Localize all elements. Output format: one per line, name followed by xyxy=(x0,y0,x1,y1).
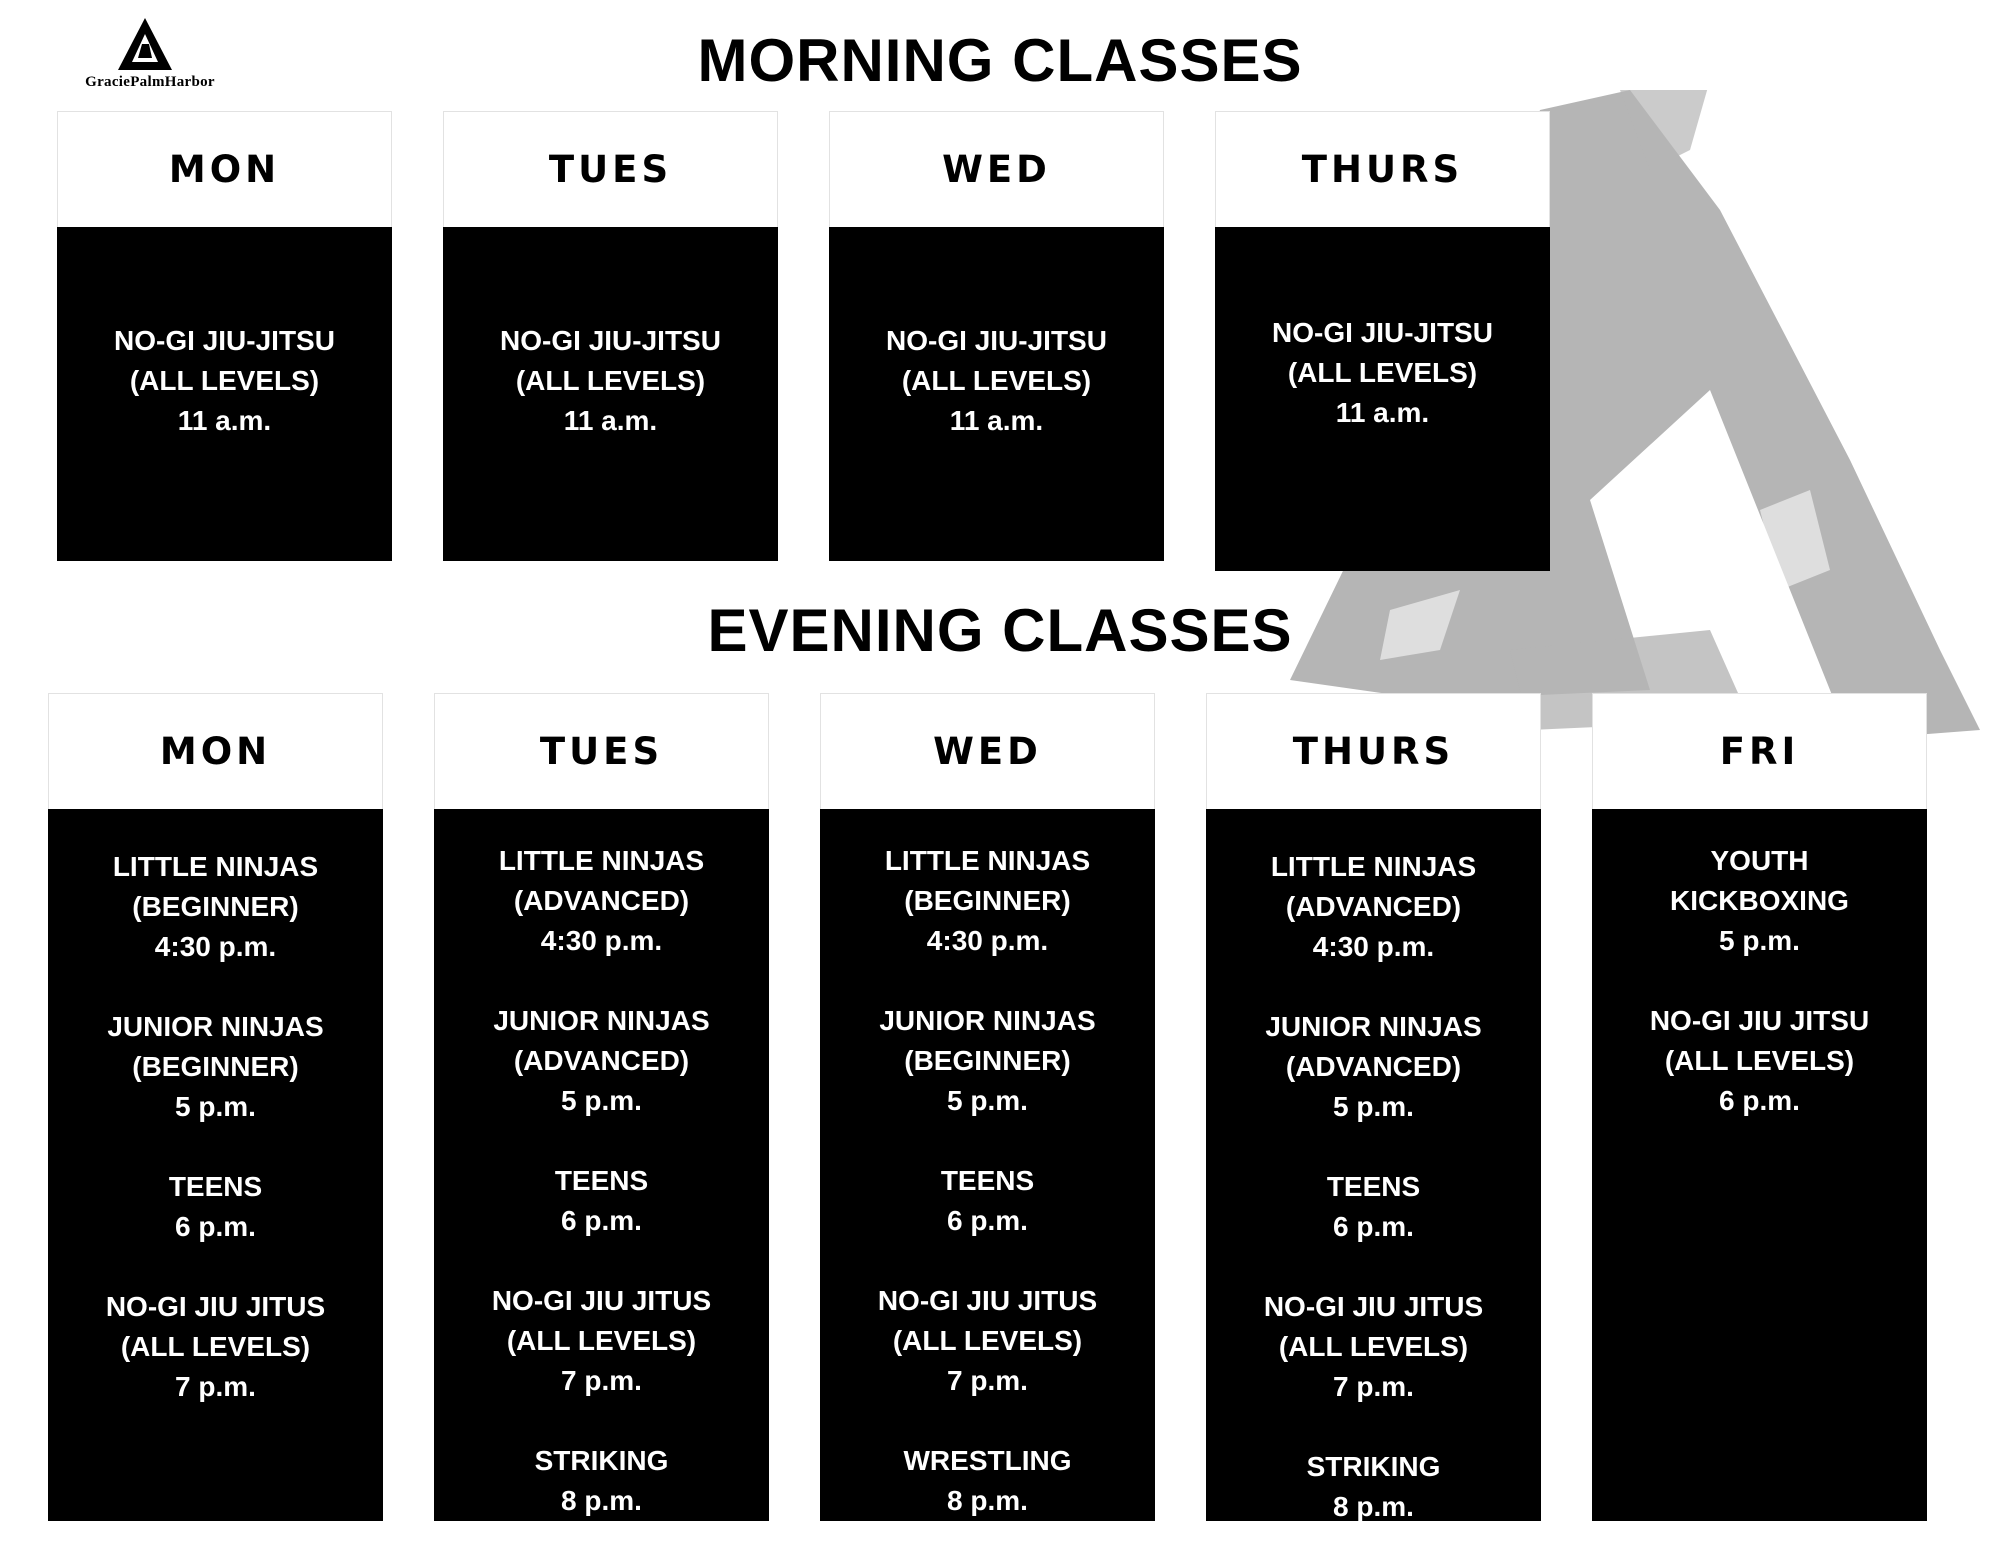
morning-day-header: WED xyxy=(829,111,1164,227)
class-time: 8 p.m. xyxy=(947,1485,1028,1516)
evening-card-mon xyxy=(48,693,383,1521)
class-name: NO-GI JIU-JITSU xyxy=(114,325,335,356)
class-entry xyxy=(443,321,778,441)
class-name: NO-GI JIU JITUS xyxy=(491,1285,712,1316)
class-time: 8 p.m. xyxy=(1333,1491,1414,1522)
morning-day-header: TUES xyxy=(443,111,778,227)
morning-card-thurs xyxy=(1215,111,1550,571)
class-entry xyxy=(820,1001,1155,1121)
class-name: KICKBOXING xyxy=(1670,885,1849,916)
class-time: 11 a.m. xyxy=(563,405,658,436)
morning-day-header: MON xyxy=(57,111,392,227)
class-time: 11 a.m. xyxy=(949,405,1044,436)
evening-day-header: THURS xyxy=(1206,693,1541,809)
class-time: 8 p.m. xyxy=(561,1485,642,1516)
morning-card-tues xyxy=(443,111,778,561)
class-level: (ALL LEVELS) xyxy=(129,365,320,396)
evening-card-tues xyxy=(434,693,769,1521)
class-name: JUNIOR NINJAS xyxy=(879,1005,1096,1036)
class-name: NO-GI JIU-JITSU xyxy=(886,325,1107,356)
class-time: 6 p.m. xyxy=(947,1205,1028,1236)
class-name: TEENS xyxy=(168,1171,263,1202)
class-level: (ALL LEVELS) xyxy=(515,365,706,396)
class-entry xyxy=(1215,313,1550,433)
class-level: (ADVANCED) xyxy=(513,1045,690,1076)
class-level: (ADVANCED) xyxy=(513,885,690,916)
class-name: STRIKING xyxy=(534,1445,669,1476)
morning-day-body xyxy=(443,227,778,561)
class-entry xyxy=(820,841,1155,961)
class-entry xyxy=(434,1001,769,1121)
evening-card-wed xyxy=(820,693,1155,1521)
class-entry xyxy=(1592,841,1927,961)
class-time: 4:30 p.m. xyxy=(926,925,1049,956)
class-entry xyxy=(1592,1001,1927,1121)
class-entry xyxy=(48,1287,383,1407)
class-time: 6 p.m. xyxy=(561,1205,642,1236)
class-name: NO-GI JIU JITSU xyxy=(1649,1005,1870,1036)
class-entry xyxy=(1206,847,1541,967)
class-entry xyxy=(48,1007,383,1127)
class-name: NO-GI JIU-JITSU xyxy=(1272,317,1493,348)
class-time: 5 p.m. xyxy=(1333,1091,1414,1122)
class-level: (BEGINNER) xyxy=(132,891,299,922)
class-entry xyxy=(434,1161,769,1241)
class-time: 5 p.m. xyxy=(947,1085,1028,1116)
class-name: TEENS xyxy=(1326,1171,1421,1202)
class-name: NO-GI JIU-JITSU xyxy=(500,325,721,356)
class-time: 5 p.m. xyxy=(1719,925,1800,956)
class-level: (ALL LEVELS) xyxy=(1664,1045,1855,1076)
class-level: (ALL LEVELS) xyxy=(1287,357,1478,388)
class-time: 4:30 p.m. xyxy=(154,931,277,962)
class-name: NO-GI JIU JITUS xyxy=(105,1291,326,1322)
evening-day-body xyxy=(1206,809,1541,1521)
evening-card-fri xyxy=(1592,693,1927,1521)
class-entry xyxy=(1206,1007,1541,1127)
class-level: (BEGINNER) xyxy=(904,885,1071,916)
class-name: JUNIOR NINJAS xyxy=(493,1005,710,1036)
morning-card-mon xyxy=(57,111,392,561)
class-name: NO-GI JIU JITUS xyxy=(1263,1291,1484,1322)
class-name: LITTLE NINJAS xyxy=(1270,851,1477,882)
class-level: (ALL LEVELS) xyxy=(892,1325,1083,1356)
class-name: JUNIOR NINJAS xyxy=(1265,1011,1482,1042)
class-time: 6 p.m. xyxy=(175,1211,256,1242)
class-time: 11 a.m. xyxy=(177,405,272,436)
class-level: (ALL LEVELS) xyxy=(506,1325,697,1356)
evening-classes-title: EVENING CLASSES xyxy=(707,597,1293,664)
class-name: TEENS xyxy=(554,1165,649,1196)
class-name: LITTLE NINJAS xyxy=(498,845,705,876)
class-name: LITTLE NINJAS xyxy=(112,851,319,882)
class-entry xyxy=(48,1167,383,1247)
morning-day-header: THURS xyxy=(1215,111,1550,227)
class-entry xyxy=(1206,1287,1541,1407)
class-time: 7 p.m. xyxy=(561,1365,642,1396)
class-level: (ALL LEVELS) xyxy=(120,1331,311,1362)
class-entry xyxy=(48,847,383,967)
morning-day-body xyxy=(57,227,392,561)
class-name: STRIKING xyxy=(1306,1451,1441,1482)
class-entry xyxy=(1206,1167,1541,1247)
class-level: (BEGINNER) xyxy=(904,1045,1071,1076)
evening-day-body xyxy=(820,809,1155,1521)
class-time: 11 a.m. xyxy=(1335,397,1430,428)
class-time: 7 p.m. xyxy=(175,1371,256,1402)
class-time: 4:30 p.m. xyxy=(540,925,663,956)
class-level: (ALL LEVELS) xyxy=(1278,1331,1469,1362)
morning-card-wed xyxy=(829,111,1164,561)
class-entry xyxy=(57,321,392,441)
class-entry xyxy=(820,1161,1155,1241)
morning-day-body xyxy=(1215,227,1550,571)
class-time: 5 p.m. xyxy=(561,1085,642,1116)
class-entry xyxy=(1206,1447,1541,1527)
evening-day-header: WED xyxy=(820,693,1155,809)
class-time: 6 p.m. xyxy=(1719,1085,1800,1116)
class-level: (ADVANCED) xyxy=(1285,891,1462,922)
evening-day-header: MON xyxy=(48,693,383,809)
class-name: JUNIOR NINJAS xyxy=(107,1011,324,1042)
class-time: 4:30 p.m. xyxy=(1312,931,1435,962)
class-entry xyxy=(820,1281,1155,1401)
class-level: (ALL LEVELS) xyxy=(901,365,1092,396)
class-time: 7 p.m. xyxy=(1333,1371,1414,1402)
evening-day-body xyxy=(1592,809,1927,1521)
class-level: (ADVANCED) xyxy=(1285,1051,1462,1082)
morning-classes-title: MORNING CLASSES xyxy=(697,27,1303,94)
class-entry xyxy=(820,1441,1155,1521)
logo-text: GraciePalmHarbor xyxy=(85,74,215,90)
class-entry xyxy=(434,1441,769,1521)
class-name: NO-GI JIU JITUS xyxy=(877,1285,1098,1316)
class-name: LITTLE NINJAS xyxy=(884,845,1091,876)
class-time: 5 p.m. xyxy=(175,1091,256,1122)
evening-day-body xyxy=(48,809,383,1521)
class-time: 7 p.m. xyxy=(947,1365,1028,1396)
class-entry xyxy=(434,841,769,961)
evening-day-body xyxy=(434,809,769,1521)
morning-day-body xyxy=(829,227,1164,561)
class-name: WRESTLING xyxy=(903,1445,1072,1476)
class-entry xyxy=(829,321,1164,441)
class-name: YOUTH xyxy=(1710,845,1809,876)
class-time: 6 p.m. xyxy=(1333,1211,1414,1242)
evening-day-header: FRI xyxy=(1592,693,1927,809)
class-name: TEENS xyxy=(940,1165,1035,1196)
class-entry xyxy=(434,1281,769,1401)
evening-card-thurs xyxy=(1206,693,1541,1521)
class-level: (BEGINNER) xyxy=(132,1051,299,1082)
evening-day-header: TUES xyxy=(434,693,769,809)
